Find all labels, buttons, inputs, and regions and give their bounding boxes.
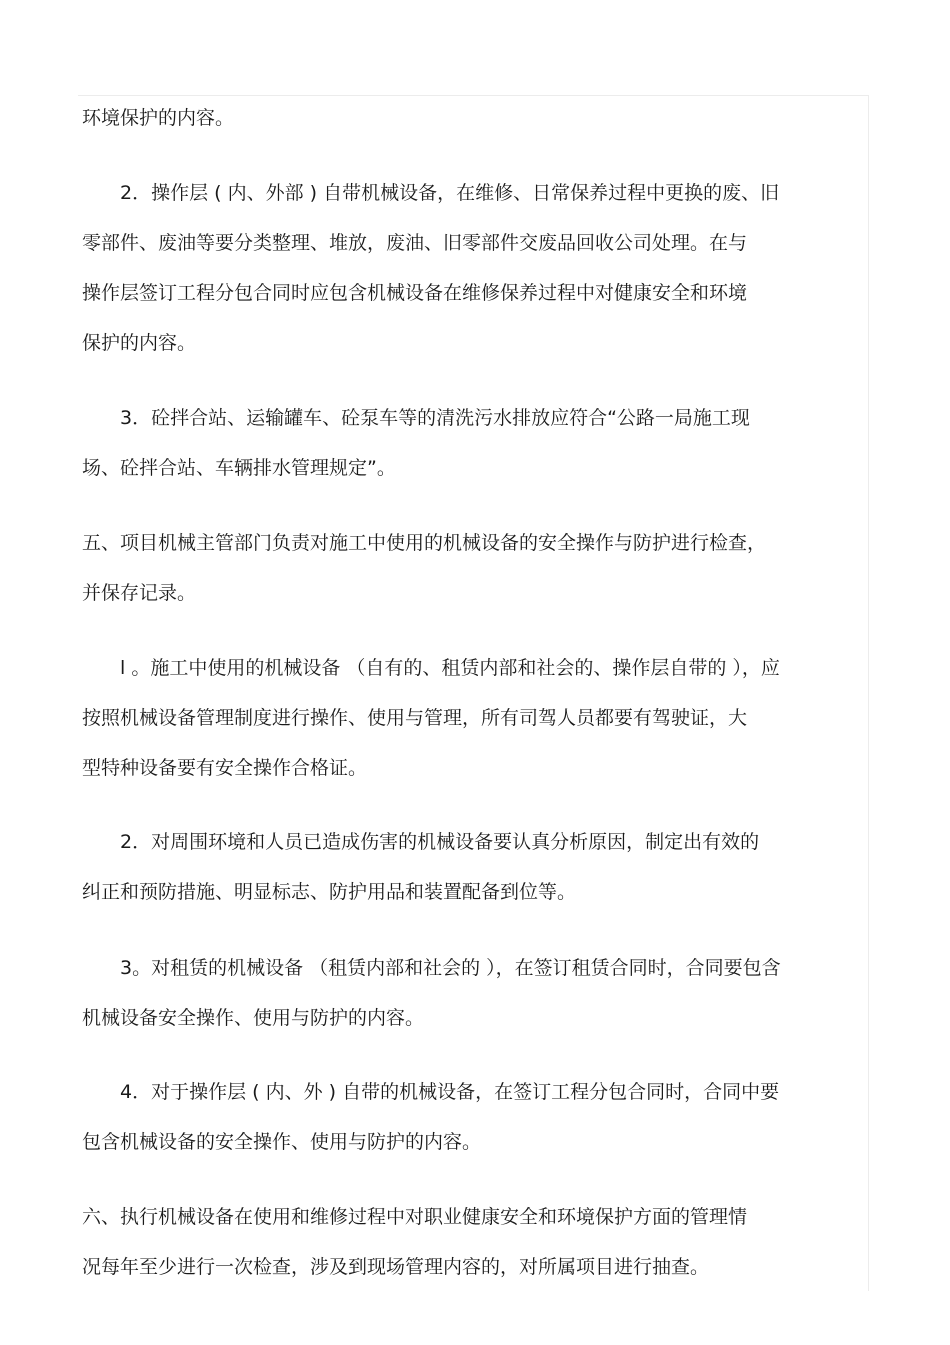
text-line: 3。对租赁的机械设备 （租赁内部和社会的 ），在签订租赁合同时，合同要包含 — [120, 957, 781, 979]
text-line: 按照机械设备管理制度进行操作、使用与管理，所有司驾人员都要有驾驶证，大 — [82, 707, 748, 729]
text-line: 2．操作层 ( 内、外部 ) 自带机械设备，在维修、日常保养过程中更换的废、旧 — [120, 182, 780, 204]
page-border — [78, 95, 869, 1291]
text-line: l 。施工中使用的机械设备 （自有的、租赁内部和社会的、操作层自带的 ），应 — [120, 657, 780, 679]
text-line: 4．对于操作层 ( 内、外 ) 自带的机械设备，在签订工程分包合同时，合同中要 — [120, 1081, 780, 1103]
text-line: 机械设备安全操作、使用与防护的内容。 — [82, 1007, 425, 1029]
text-line: 型特种设备要有安全操作合格证。 — [82, 757, 368, 779]
text-line: 操作层签订工程分包合同时应包含机械设备在维修保养过程中对健康安全和环境 — [82, 282, 748, 304]
text-line: 六、执行机械设备在使用和维修过程中对职业健康安全和环境保护方面的管理情 — [82, 1206, 748, 1228]
text-line: 零部件、废油等要分类整理、堆放，废油、旧零部件交废品回收公司处理。在与 — [82, 232, 748, 254]
text-line: 3．砼拌合站、运输罐车、砼泵车等的清洗污水排放应符合“公路一局施工现 — [120, 407, 750, 429]
text-line: 包含机械设备的安全操作、使用与防护的内容。 — [82, 1131, 482, 1153]
text-line: 环境保护的内容。 — [82, 107, 235, 129]
text-line: 场、砼拌合站、车辆排水管理规定”。 — [82, 457, 396, 479]
text-line: 保护的内容。 — [82, 332, 197, 354]
text-line: 况每年至少进行一次检查，涉及到现场管理内容的，对所属项目进行抽查。 — [82, 1256, 710, 1278]
text-line: 并保存记录。 — [82, 582, 197, 604]
text-line: 2．对周围环境和人员已造成伤害的机械设备要认真分析原因，制定出有效的 — [120, 831, 760, 853]
text-line: 纠正和预防措施、明显标志、防护用品和装置配备到位等。 — [82, 881, 577, 903]
text-line: 五、项目机械主管部门负责对施工中使用的机械设备的安全操作与防护进行检查， — [82, 532, 767, 554]
